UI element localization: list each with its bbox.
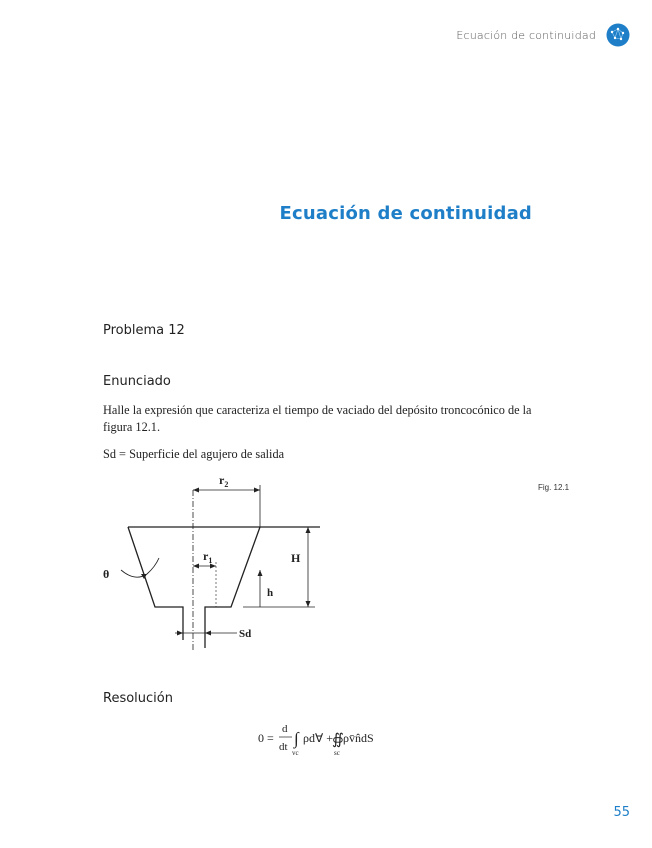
page-number: 55 — [613, 805, 630, 820]
resolucion-heading: Resolución — [103, 691, 173, 706]
r1-label: $r_1$ — [203, 549, 213, 565]
theta-label: θ — [103, 567, 110, 581]
integral-subscript: vc — [292, 749, 299, 757]
integral-sign: ∫ — [294, 729, 299, 748]
chapter-title: Ecuación de continuidad — [279, 203, 532, 224]
fraction-denominator: dt — [279, 741, 288, 753]
equation-lhs: 0 = — [258, 731, 274, 745]
problem-statement: Halle la expresión que caracteriza el tiempo de vaciado del depósito troncocónico de la figura 12.1. — [103, 403, 532, 434]
blue-network-globe-icon — [606, 23, 630, 47]
enunciado-heading: Enunciado — [103, 374, 171, 389]
truncated-cone-tank-figure — [95, 470, 325, 655]
r2-label: $r_2$ — [219, 473, 229, 489]
running-header — [456, 22, 630, 48]
tank-left-wall — [128, 527, 183, 640]
surface-integral-sign: ∯ — [332, 732, 344, 748]
problem-title: Problema 12 — [103, 323, 185, 338]
surface-integral-subscript: sc — [334, 749, 340, 757]
tank-right-wall — [205, 527, 260, 648]
continuity-equation — [250, 718, 400, 758]
surface-integrand: ρv̄n̂dS — [343, 731, 374, 745]
h-label: h — [267, 587, 274, 599]
volume-integrand: ρd∀ + — [303, 731, 333, 745]
fraction-numerator: d — [282, 723, 288, 735]
H-label: H — [291, 551, 301, 565]
sd-label: Sd — [239, 628, 252, 640]
figure-label: Fig. 12.1 — [538, 483, 570, 492]
running-title: Ecuación de continuidad — [456, 28, 596, 42]
sd-definition: Sd = Superficie del agujero de salida — [103, 447, 285, 461]
